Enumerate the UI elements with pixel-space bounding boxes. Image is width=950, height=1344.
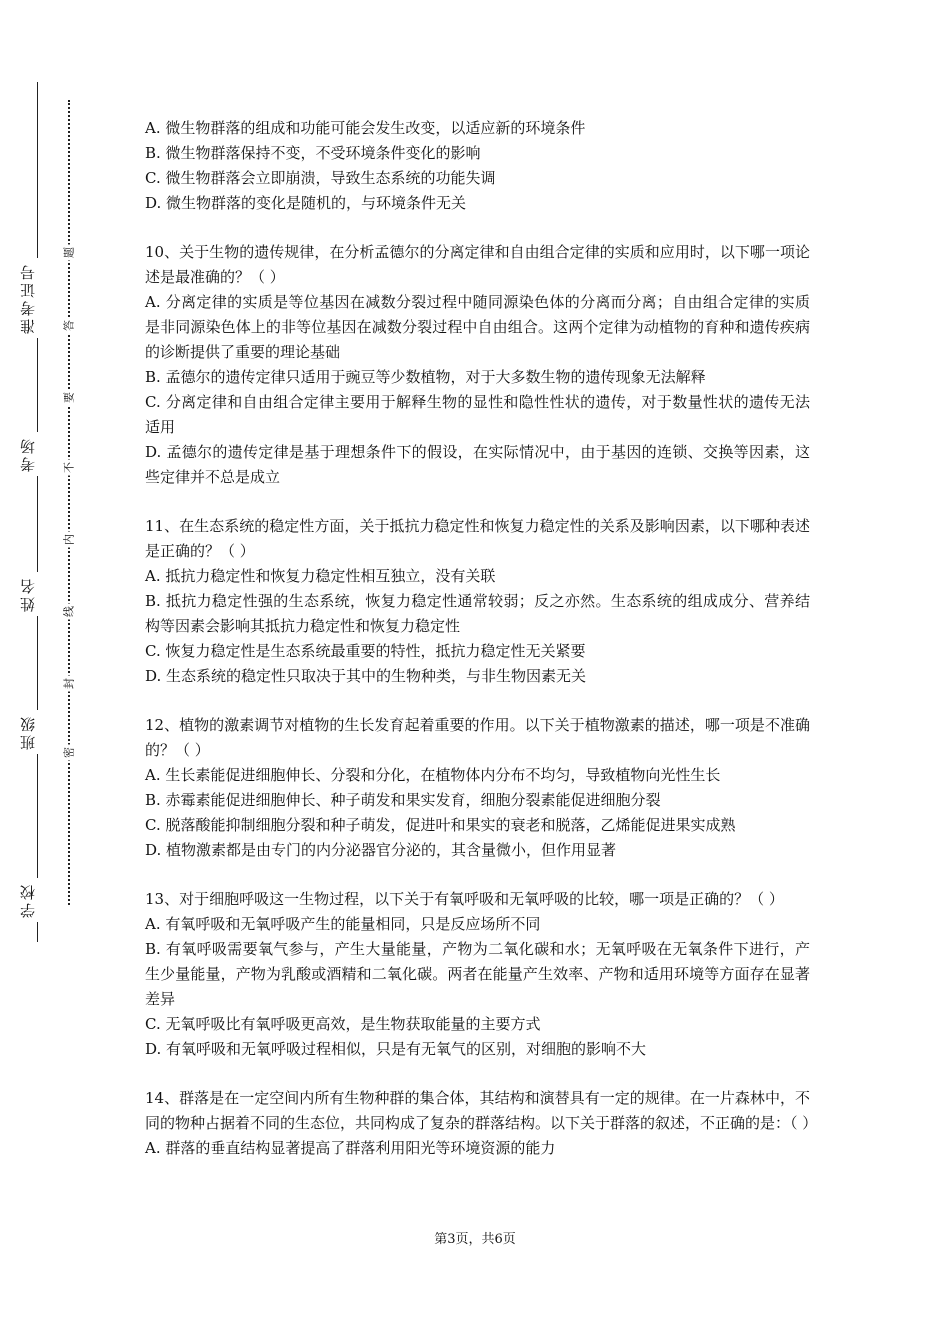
question-9-continued — [145, 116, 810, 216]
field-class: 班级 — [21, 710, 51, 754]
option-a: A. 抵抗力稳定性和恢复力稳定性相互独立，没有关联 — [145, 567, 496, 585]
question-14 — [145, 1086, 818, 1161]
seal-char-yao: 要 — [62, 390, 77, 406]
option-b: B. 抵抗力稳定性强的生态系统，恢复力稳定性通常较弱；反之亦然。生态系统的组成成分、营养结构等因素会影响其抵抗力稳定性和恢复力稳定性 — [145, 592, 810, 635]
option-d: D. 有氧呼吸和无氧呼吸过程相似，只是有无氧气的区别，对细胞的影响不大 — [145, 1040, 647, 1058]
option-a: A. 群落的垂直结构显著提高了群落利用阳光等环境资源的能力 — [145, 1139, 556, 1157]
field-exam-room: 考场 — [21, 432, 51, 476]
seal-char-feng: 封 — [62, 676, 77, 692]
seal-char-nei: 内 — [62, 532, 77, 548]
option-a: A. 分离定律的实质是等位基因在减数分裂过程中随同源染色体的分离而分离；自由组合定律的实质是非同源染色体上的非等位基因在减数分裂过程中自由组合。这两个定律为动植物的育种和遗传疾病的诊断提供了重要的理论基础 — [145, 293, 810, 361]
option-a: A. 微生物群落的组成和功能可能会发生改变，以适应新的环境条件 — [145, 119, 586, 137]
question-13 — [145, 887, 810, 1062]
seal-char-da: 答 — [62, 318, 77, 334]
option-a: A. 有氧呼吸和无氧呼吸产生的能量相同，只是反应场所不同 — [145, 915, 541, 933]
page-number-footer: 第3页，共6页 — [434, 1232, 516, 1247]
question-stem: 11、在生态系统的稳定性方面，关于抵抗力稳定性和恢复力稳定性的关系及影响因素，以下哪种表述是正确的？（ ） — [145, 517, 810, 560]
seal-char-bu: 不 — [62, 460, 77, 476]
option-c: C. 恢复力稳定性是生态系统最重要的特性，抵抗力稳定性无关紧要 — [145, 642, 586, 660]
question-stem: 14、群落是在一定空间内所有生物种群的集合体，其结构和演替具有一定的规律。在一片森林中，不同的物种占据着不同的生态位，共同构成了复杂的群落结构。以下关于群落的叙述，不正确的是：（ ） — [145, 1089, 818, 1132]
question-content — [145, 116, 818, 1185]
question-10 — [145, 240, 810, 490]
seal-char-ti: 题 — [62, 245, 77, 261]
question-12 — [145, 713, 810, 863]
option-c: C. 脱落酸能抑制细胞分裂和种子萌发，促进叶和果实的衰老和脱落，乙烯能促进果实成熟 — [145, 816, 736, 834]
field-school: 学校 — [21, 878, 51, 922]
option-c: C. 无氧呼吸比有氧呼吸更高效，是生物获取能量的主要方式 — [145, 1015, 541, 1033]
option-c: C. 微生物群落会立即崩溃，导致生态系统的功能失调 — [145, 169, 496, 187]
question-stem: 12、植物的激素调节对植物的生长发育起着重要的作用。以下关于植物激素的描述，哪一项是不准确的？（ ） — [145, 716, 810, 759]
option-b: B. 赤霉素能促进细胞伸长、种子萌发和果实发育，细胞分裂素能促进细胞分裂 — [145, 791, 661, 809]
option-b: B. 微生物群落保持不变，不受环境条件变化的影响 — [145, 144, 481, 162]
field-name: 姓名 — [21, 572, 51, 616]
option-a: A. 生长素能促进细胞伸长、分裂和分化，在植物体内分布不均匀，导致植物向光性生长 — [145, 766, 721, 784]
option-b: B. 有氧呼吸需要氧气参与，产生大量能量，产物为二氧化碳和水；无氧呼吸在无氧条件下进行，产生少量能量，产物为乳酸或酒精和二氧化碳。两者在能量产生效率、产物和适用环境等方面存在显著差异 — [145, 940, 810, 1008]
seal-char-mi: 密 — [62, 745, 77, 761]
field-exam-number: 准考证号 — [21, 258, 51, 338]
question-stem: 10、关于生物的遗传规律，在分析孟德尔的分离定律和自由组合定律的实质和应用时，以下哪一项论述是最准确的？（ ） — [145, 243, 810, 286]
seal-char-xian: 线 — [62, 604, 77, 620]
binding-margin — [0, 0, 110, 1344]
seal-dotted-line — [68, 100, 70, 905]
option-d: D. 孟德尔的遗传定律是基于理想条件下的假设，在实际情况中，由于基因的连锁、交换等因素，这些定律并不总是成立 — [145, 443, 810, 486]
question-11 — [145, 514, 810, 689]
option-b: B. 孟德尔的遗传定律只适用于豌豆等少数植物，对于大多数生物的遗传现象无法解释 — [145, 368, 706, 386]
option-d: D. 植物激素都是由专门的内分泌器官分泌的，其含量微小，但作用显著 — [145, 841, 617, 859]
binding-solid-line — [37, 82, 38, 942]
option-d: D. 微生物群落的变化是随机的，与环境条件无关 — [145, 194, 467, 212]
question-stem: 13、对于细胞呼吸这一生物过程，以下关于有氧呼吸和无氧呼吸的比较，哪一项是正确的？（ ） — [145, 890, 784, 908]
option-d: D. 生态系统的稳定性只取决于其中的生物种类，与非生物因素无关 — [145, 667, 587, 685]
option-c: C. 分离定律和自由组合定律主要用于解释生物的显性和隐性性状的遗传，对于数量性状的遗传无法适用 — [145, 393, 810, 436]
